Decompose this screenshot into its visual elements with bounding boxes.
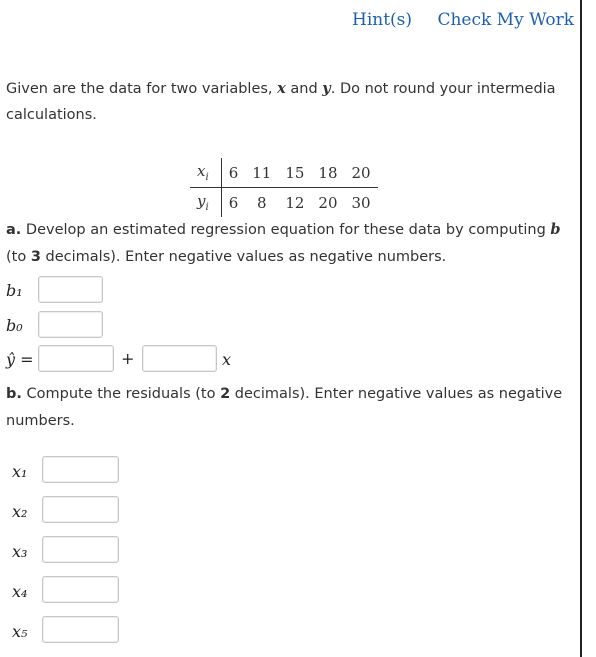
part-b-text-rest: decimals). Enter negative values as negative xyxy=(230,386,563,402)
part-a-decimals: 3 xyxy=(30,249,41,265)
top-links xyxy=(352,10,574,30)
y-value: 20 xyxy=(318,193,338,212)
x-value: 18 xyxy=(311,158,344,188)
part-a-text2-rest: decimals). Enter negative values as negative numbers. xyxy=(40,249,447,265)
problem-intro xyxy=(6,76,556,128)
residual-label-x5: x₅ xyxy=(12,622,28,641)
slope-input[interactable] xyxy=(142,345,217,372)
x-value: 20 xyxy=(345,158,378,188)
part-a-letter: a. xyxy=(6,222,22,238)
var-x: x xyxy=(277,80,286,97)
intercept-input[interactable] xyxy=(38,345,114,372)
b0-input[interactable] xyxy=(38,311,103,338)
y-row-label: $y_i$ xyxy=(190,188,221,218)
residual-input-1[interactable] xyxy=(42,456,119,483)
part-b-line-2: numbers. xyxy=(6,413,75,429)
y-value: 8 xyxy=(257,193,267,212)
x-value: 6 xyxy=(221,158,245,188)
y-value: 6 xyxy=(228,193,239,212)
hints-link[interactable]: Hint(s) xyxy=(352,10,413,30)
x-row xyxy=(190,158,378,188)
part-b-text: Compute the residuals (to xyxy=(21,386,221,402)
check-my-work-link[interactable]: Check My Work xyxy=(437,10,575,30)
y-row xyxy=(190,188,378,218)
part-a-instructions xyxy=(6,216,561,271)
residual-input-5[interactable] xyxy=(42,616,119,643)
x-value: 11 xyxy=(245,158,278,188)
part-a-text: Develop an estimated regression equation for these data by computing xyxy=(21,222,551,238)
x-value: 15 xyxy=(278,158,311,188)
intro-text: Given are the data for two variables, xyxy=(6,81,278,97)
intro-text-and: and xyxy=(285,81,323,97)
residual-input-4[interactable] xyxy=(42,576,119,603)
part-a-trailing: b xyxy=(550,221,561,238)
y-value: 12 xyxy=(285,193,305,212)
yhat-label: ŷ = xyxy=(6,350,34,369)
b1-label: b₁ xyxy=(6,281,23,300)
right-border xyxy=(580,0,582,657)
y-value: 30 xyxy=(351,193,371,212)
x-variable: x xyxy=(222,350,232,369)
plus-sign: + xyxy=(121,349,135,368)
intro-line-2: calculations. xyxy=(6,107,97,123)
part-b-letter: b. xyxy=(6,386,22,402)
residual-input-3[interactable] xyxy=(42,536,119,563)
part-a-text2: (to xyxy=(6,249,31,265)
b0-label: b₀ xyxy=(6,316,23,335)
var-y: y xyxy=(322,80,331,97)
part-b-instructions xyxy=(6,381,562,435)
data-table xyxy=(190,158,378,217)
x-row-label: $x_i$ xyxy=(190,158,221,188)
part-b-decimals: 2 xyxy=(220,386,231,402)
residual-label-x3: x₃ xyxy=(12,542,28,561)
b1-input[interactable] xyxy=(38,276,103,303)
residual-label-x4: x₄ xyxy=(12,582,28,601)
intro-text-rest: . Do not round your intermedia xyxy=(330,81,556,97)
residual-input-2[interactable] xyxy=(42,496,119,523)
residual-label-x1: x₁ xyxy=(12,462,28,481)
residual-label-x2: x₂ xyxy=(12,502,28,521)
